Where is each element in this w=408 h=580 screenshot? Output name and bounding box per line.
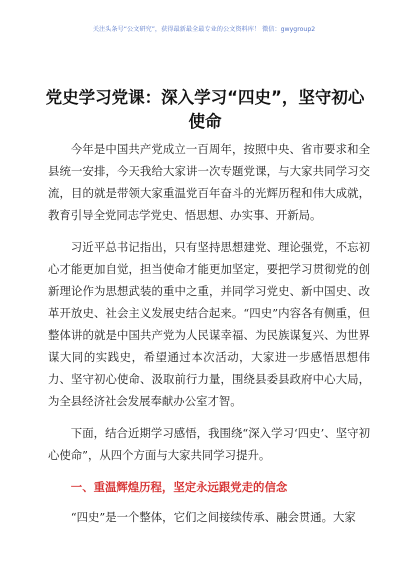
section-heading-1: 一、重温辉煌历程，坚定永远跟党走的信念 [70, 480, 288, 494]
document-body [48, 138, 370, 538]
paragraph-quote: 习近平总书记指出，只有坚持思想建党、理论强党，不忘初心才能更加自觉，担当使命才能更加坚定，要把学习贯彻党的创新理论作为思想武装的重中之重，并同学习党史、新中国史、改革开放史、社会主义发展史结合起来。“四史”内容各有侧重，但整体讲的就是中国共产党为人民谋幸福、为民族谋复兴、为世界谋大同的实践史，希望通过本次活动，大家进一步感悟思想伟力、坚守初心使命、汲取前行力量，围绕县委县政府中心大局，为全县经济社会发展奉献办公室才智。 [48, 240, 370, 408]
paragraph-section-1: “四史”是一个整体，它们之间接续传承、融会贯通。大家 [70, 510, 356, 524]
paragraph-intro: 今年是中国共产党成立一百周年，按照中央、省市要求和全县统一安排，今天我给大家讲一次专题党课，与大家共同学习交流，目的就是带领大家重温党百年奋斗的光辉历程和伟大成就，教育引导全党同志学党史、悟思想、办实事、开新局。 [48, 142, 370, 222]
paragraph-outline: 下面，结合近期学习感悟，我围绕“深入学习‘四史’、坚守初心使命”，从四个方面与大家共同学习提升。 [48, 426, 370, 462]
document-title: 党史学习党课：深入学习“四史”，坚守初心使命 [45, 88, 365, 131]
promo-banner: 关注头条号“公文研究”，获得最新最全最专业的公文资料库！ 微信：gwygroup2 [92, 26, 316, 33]
